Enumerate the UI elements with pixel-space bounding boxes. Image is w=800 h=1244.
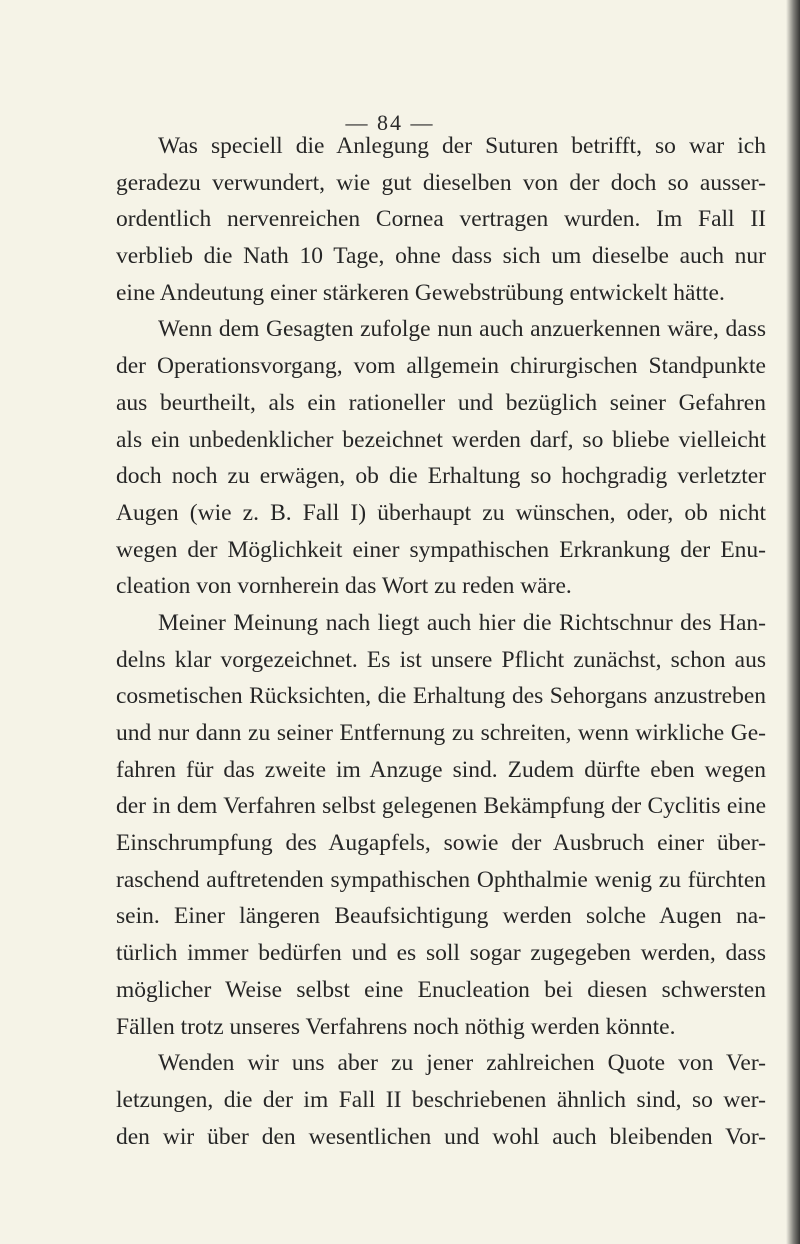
- body-text: [116, 128, 766, 1155]
- text-line: Meiner Meinung nach liegt auch hier die Richtschnur des Han-: [158, 609, 766, 636]
- text-line: doch noch zu erwägen, ob die Erhaltung so hochgradig verletzter: [116, 463, 766, 490]
- text-line: raschend auftretenden sympathischen Ophthalmie wenig zu fürchten: [116, 866, 766, 893]
- text-line: geradezu verwundert, wie gut dieselben von der doch so ausser-: [116, 169, 766, 196]
- text-line: aus beurtheilt, als ein rationeller und bezüglich seiner Gefahren: [116, 389, 766, 416]
- text-line: wegen der Möglichkeit einer sympathischen Erkrankung der Enu-: [116, 536, 766, 563]
- text-line: der Operationsvorgang, vom allgemein chirurgischen Standpunkte: [116, 353, 766, 380]
- text-line: verblieb die Nath 10 Tage, ohne dass sich um dieselbe auch nur: [116, 243, 766, 270]
- text-line: Wenden wir uns aber zu jener zahlreichen Quote von Ver-: [158, 1050, 766, 1077]
- text-line: als ein unbedenklicher bezeichnet werden darf, so bliebe vielleicht: [116, 426, 766, 453]
- page-number: — 84 —: [345, 110, 435, 135]
- text-line: cosmetischen Rücksichten, die Erhaltung des Sehorgans anzustreben: [116, 683, 766, 710]
- text-line: cleation von vornherein das Wort zu reden wäre.: [116, 573, 572, 600]
- text-line: eine Andeutung einer stärkeren Gewebstrübung entwickelt hätte.: [116, 279, 725, 306]
- text-line: letzungen, die der im Fall II beschriebenen ähnlich sind, so wer-: [116, 1086, 766, 1113]
- text-line: Fällen trotz unseres Verfahrens noch nöthig werden könnte.: [116, 1013, 676, 1040]
- text-line: Was speciell die Anlegung der Suturen betrifft, so war ich: [158, 133, 766, 159]
- text-line: der in dem Verfahren selbst gelegenen Bekämpfung der Cyclitis eine: [116, 793, 766, 820]
- page-edge-shadow: [786, 0, 800, 1244]
- text-line: fahren für das zweite im Anzuge sind. Zudem dürfte eben wegen: [116, 756, 766, 783]
- text-line: den wir über den wesentlichen und wohl auch bleibenden Vor-: [116, 1123, 766, 1150]
- text-line: möglicher Weise selbst eine Enucleation bei diesen schwersten: [116, 976, 766, 1003]
- text-line: türlich immer bedürfen und es soll sogar zugegeben werden, dass: [116, 940, 766, 967]
- text-line: delns klar vorgezeichnet. Es ist unsere Pflicht zunächst, schon aus: [116, 646, 766, 673]
- text-line: ordentlich nervenreichen Cornea vertragen wurden. Im Fall II: [116, 206, 766, 233]
- text-line: und nur dann zu seiner Entfernung zu schreiten, wenn wirkliche Ge-: [116, 720, 766, 746]
- text-line: Wenn dem Gesagten zufolge nun auch anzuerkennen wäre, dass: [158, 316, 766, 343]
- text-line: Augen (wie z. B. Fall I) überhaupt zu wünschen, oder, ob nicht: [116, 499, 766, 526]
- text-line: sein. Einer längeren Beaufsichtigung werden solche Augen na-: [116, 903, 766, 930]
- text-line: Einschrumpfung des Augapfels, sowie der Ausbruch einer über-: [116, 830, 766, 857]
